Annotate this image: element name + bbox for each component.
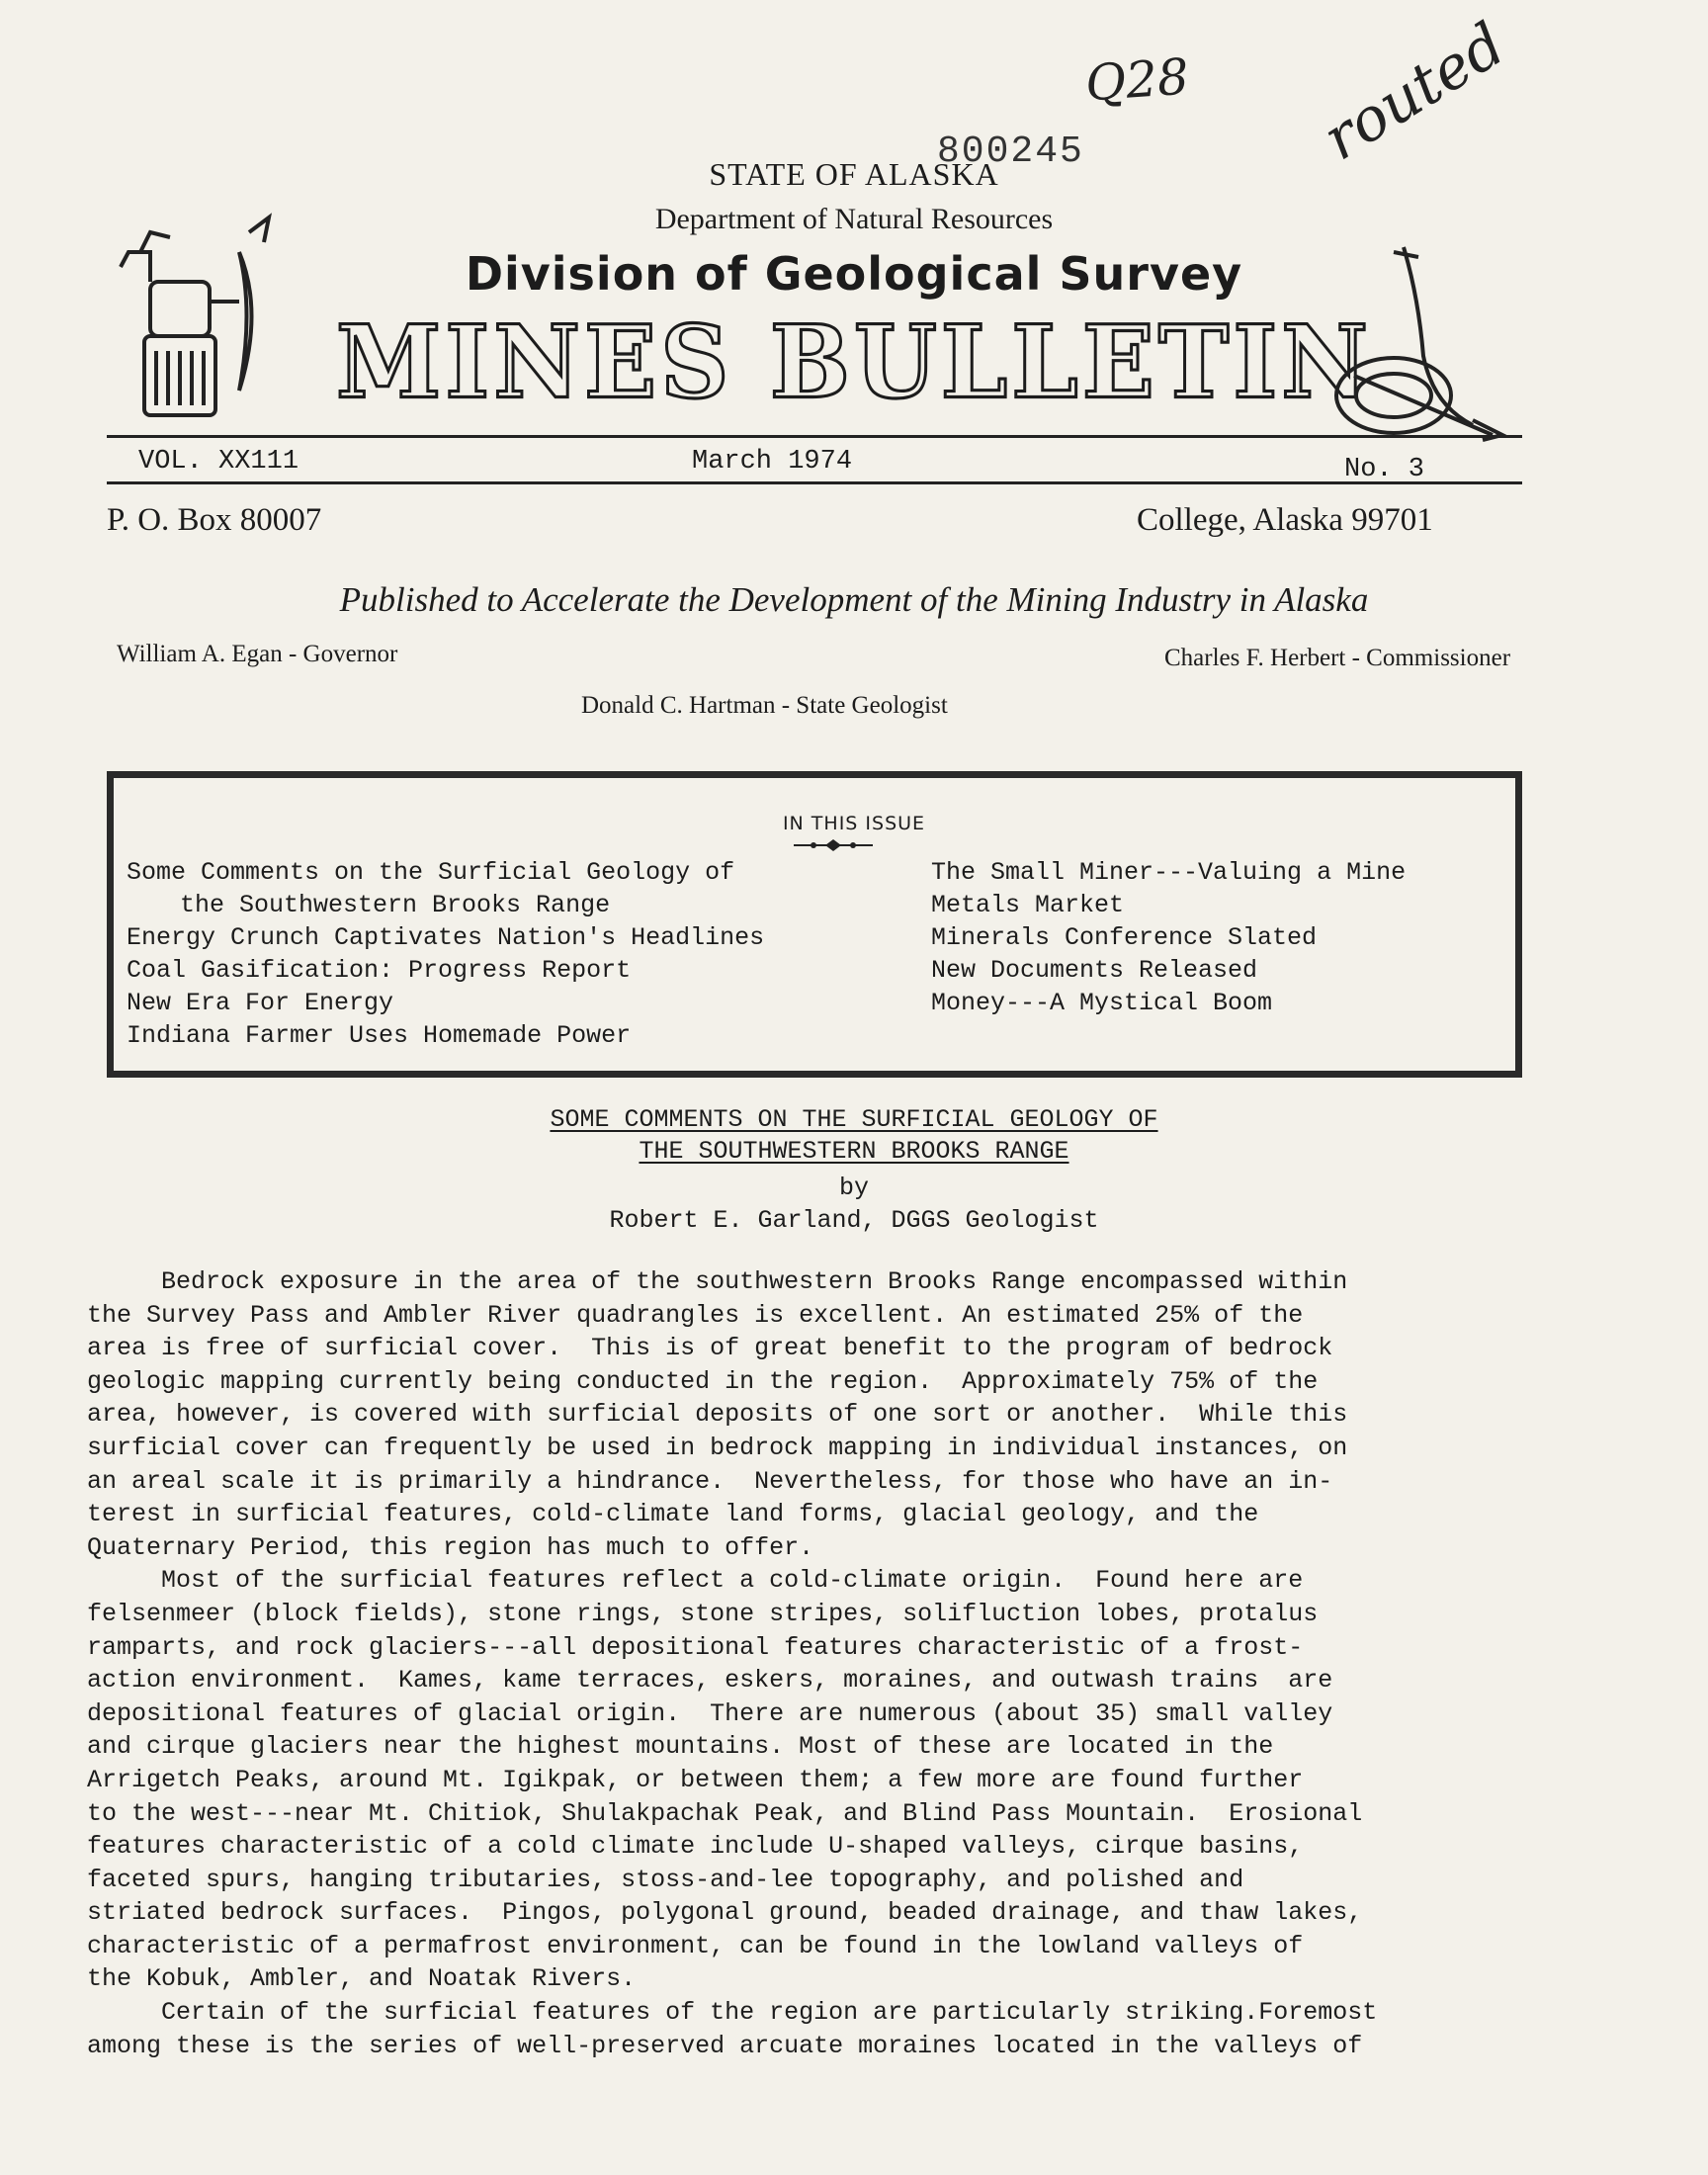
article-byline-by: by bbox=[838, 1174, 869, 1202]
article-line: striated bedrock surfaces. Pingos, polygonal ground, beaded drainage, and thaw lakes, bbox=[87, 1898, 1363, 1928]
article-line: characteristic of a permafrost environment, can be found in the lowland valleys of bbox=[87, 1931, 1304, 1960]
in-this-issue-heading: IN THIS ISSUE bbox=[782, 813, 926, 834]
miners-lamp-icon bbox=[111, 213, 279, 425]
article-line: the Kobuk, Ambler, and Noatak Rivers. bbox=[87, 1964, 637, 1994]
volume-label: VOL. XX111 bbox=[138, 447, 299, 477]
toc-left-column bbox=[127, 856, 764, 1052]
corner-code: Q28 bbox=[1083, 47, 1191, 113]
article-line: surficial cover can frequently be used in bedrock mapping in individual instances, on bbox=[87, 1433, 1348, 1462]
state-name: STATE OF ALASKA bbox=[709, 156, 999, 192]
article-line: Arrigetch Peaks, around Mt. Igikpak, or between them; a few more are found further bbox=[87, 1765, 1304, 1794]
article-title-line2 bbox=[0, 1137, 1708, 1166]
division-name: Division of Geological Survey bbox=[465, 247, 1243, 301]
toc-item: Some Comments on the Surficial Geology of bbox=[127, 858, 735, 887]
article-line: Bedrock exposure in the area of the southwestern Brooks Range encompassed within bbox=[87, 1267, 1348, 1296]
handwritten-note: routed bbox=[1311, 9, 1517, 175]
article-line: to the west---near Mt. Chitiok, Shulakpachak Peak, and Blind Pass Mountain. Erosional bbox=[87, 1798, 1363, 1828]
article-line: ramparts, and rock glaciers---all depositional features characteristic of a frost- bbox=[87, 1632, 1304, 1662]
article-line: terest in surficial features, cold-climate land forms, glacial geology, and the bbox=[87, 1500, 1259, 1529]
article-line: felsenmeer (block fields), stone rings, stone stripes, solifluction lobes, protalus bbox=[87, 1599, 1319, 1628]
ornament-divider-icon bbox=[794, 838, 873, 852]
stamp-number: 800245 bbox=[937, 130, 1084, 173]
toc-item: Energy Crunch Captivates Nation's Headlines bbox=[127, 923, 765, 952]
toc-item: New Era For Energy bbox=[127, 989, 394, 1017]
state-geologist-credit: Donald C. Hartman - State Geologist bbox=[581, 692, 948, 719]
article-line: geologic mapping currently being conducted in the region. Approximately 75% of the bbox=[87, 1366, 1319, 1396]
po-box: P. O. Box 80007 bbox=[107, 502, 322, 538]
article-line: area, however, is covered with surficial deposits of one sort or another. While this bbox=[87, 1400, 1348, 1430]
article-title-text: SOME COMMENTS ON THE SURFICIAL GEOLOGY OF bbox=[550, 1105, 1158, 1134]
article-line: faceted spurs, hanging tributaries, stoss-and-lee topography, and polished and bbox=[87, 1865, 1244, 1894]
article-line: among these is the series of well-preserved arcuate moraines located in the valleys of bbox=[87, 2031, 1363, 2060]
pick-and-pan-icon bbox=[1324, 237, 1512, 445]
article-line: and cirque glaciers near the highest mountains. Most of these are located in the bbox=[87, 1732, 1274, 1762]
city-address: College, Alaska 99701 bbox=[1137, 502, 1433, 538]
article-title-text: THE SOUTHWESTERN BROOKS RANGE bbox=[639, 1137, 1069, 1166]
masthead-rule-bottom bbox=[107, 481, 1522, 484]
department-name: Department of Natural Resources bbox=[654, 203, 1054, 235]
article-title-line1 bbox=[0, 1105, 1708, 1134]
article-body bbox=[87, 1265, 1550, 2062]
governor-credit: William A. Egan - Governor bbox=[117, 641, 398, 667]
commissioner-credit: Charles F. Herbert - Commissioner bbox=[1164, 645, 1511, 671]
article-line: Most of the surficial features reflect a cold-climate origin. Found here are bbox=[87, 1566, 1304, 1596]
article-line: depositional features of glacial origin. There are numerous (about 35) small valley bbox=[87, 1698, 1333, 1728]
bulletin-title: MINES BULLETIN bbox=[336, 304, 1372, 421]
toc-item: The Small Miner---Valuing a Mine bbox=[931, 858, 1407, 887]
issue-date: March 1974 bbox=[692, 447, 853, 477]
article-line: Certain of the surficial features of the region are particularly striking.Foremost bbox=[87, 1998, 1378, 2028]
article-line: Quaternary Period, this region has much to offer. bbox=[87, 1532, 814, 1562]
toc-item: Metals Market bbox=[931, 891, 1125, 919]
issue-number: No. 3 bbox=[1344, 455, 1425, 484]
toc-item: New Documents Released bbox=[931, 956, 1258, 985]
toc-item: Coal Gasification: Progress Report bbox=[127, 956, 632, 985]
toc-item: the Southwestern Brooks Range bbox=[180, 891, 611, 919]
toc-item: Money---A Mystical Boom bbox=[931, 989, 1273, 1017]
article-line: the Survey Pass and Ambler River quadrangles is excellent. An estimated 25% of the bbox=[87, 1300, 1304, 1330]
article-line: area is free of surficial cover. This is of great benefit to the program of bedrock bbox=[87, 1334, 1333, 1363]
article-author: Robert E. Garland, DGGS Geologist bbox=[609, 1206, 1099, 1235]
slogan: Published to Accelerate the Development of the Mining Industry in Alaska bbox=[339, 580, 1369, 619]
article-line: features characteristic of a cold climate include U-shaped valleys, cirque basins, bbox=[87, 1832, 1304, 1862]
article-line: an areal scale it is primarily a hindrance. Nevertheless, for those who have an in- bbox=[87, 1466, 1333, 1496]
masthead-rule-top bbox=[107, 435, 1522, 438]
toc-item: Minerals Conference Slated bbox=[931, 923, 1318, 952]
article-line: action environment. Kames, kame terraces, eskers, moraines, and outwash trains are bbox=[87, 1666, 1333, 1696]
toc-right-column bbox=[931, 856, 1406, 1019]
toc-item: Indiana Farmer Uses Homemade Power bbox=[127, 1021, 632, 1050]
